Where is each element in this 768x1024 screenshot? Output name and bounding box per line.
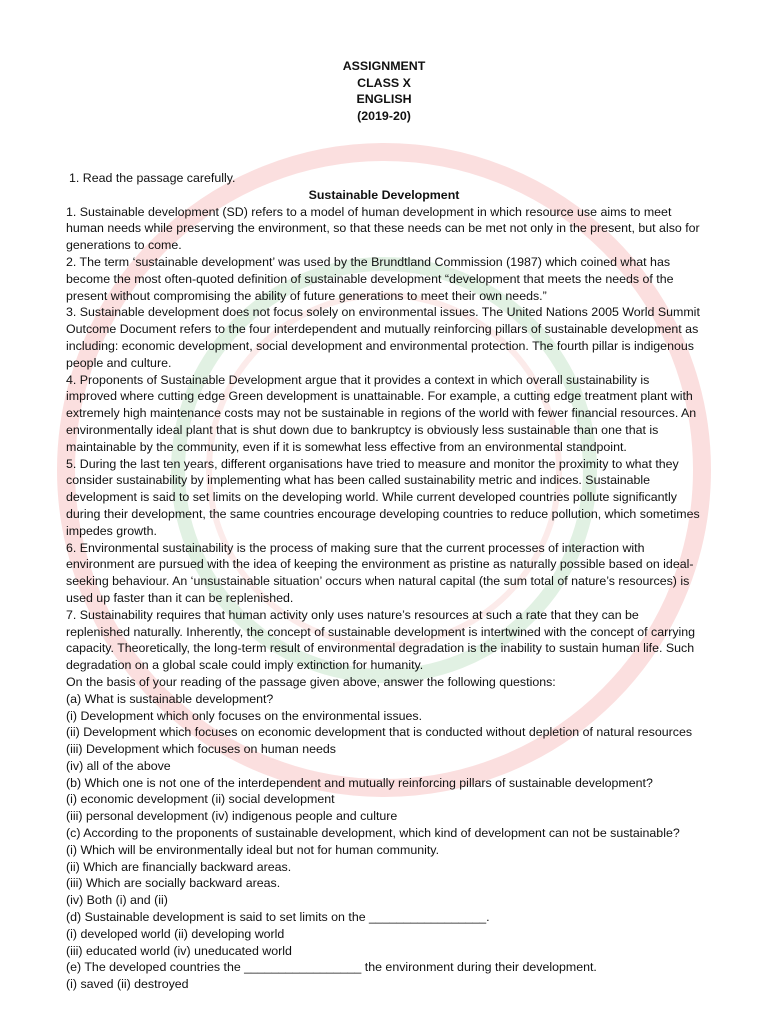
header-subject: ENGLISH — [356, 92, 412, 106]
paragraph: 1. Sustainable development (SD) refers to a model of human development in which resource use aims to meet human needs while preserving the environment, so that these needs can be met not only in the present, but also for generations to come. — [66, 204, 700, 253]
question-line: (iii) educated world (iv) uneducated world — [66, 943, 292, 958]
question-line: (i) developed world (ii) developing world — [66, 926, 285, 941]
paragraph: 5. During the last ten years, different organisations have tried to measure and monitor the proximity to what they consider sustainability by implementing what has been called sustainability metric and indices. Sustainable development is said to set limits on the developing world. While current developed countries pollute significantly during their development, the same countries encourage developing countries to reduce pollution, which sometimes impedes growth. — [66, 456, 700, 538]
questions-intro: On the basis of your reading of the passage given above, answer the following questions: — [66, 674, 556, 689]
question-line: (a) What is sustainable development? — [66, 691, 274, 706]
paragraph: 6. Environmental sustainability is the process of making sure that the current processes of interaction with environment are pursued with the idea of keeping the environment as pristine as naturally possible based on ideal-seeking behaviour. An ‘unsustainable situation’ occurs when natural capital (the sum total of nature’s resources) is used up faster than it can be replenished. — [66, 540, 694, 605]
passage-body — [66, 204, 702, 691]
question-line: (i) saved (ii) destroyed — [66, 977, 189, 992]
question-line: (e) The developed countries the _________________ the environment during their development. — [66, 960, 597, 975]
question-line: (b) Which one is not one of the interdependent and mutually reinforcing pillars of sustainable development? — [66, 775, 653, 790]
header-session: (2019-20) — [357, 108, 411, 123]
passage-title: Sustainable Development — [308, 187, 460, 202]
question-line: (i) economic development (ii) social development — [66, 792, 335, 807]
question-line: (i) Development which only focuses on the environmental issues. — [66, 708, 423, 723]
instruction-text: 1. Read the passage carefully. — [69, 171, 236, 185]
question-line: (iii) personal development (iv) indigenous people and culture — [66, 809, 398, 824]
question-line: (iii) Which are socially backward areas. — [66, 876, 281, 891]
question-line: (iv) all of the above — [66, 758, 171, 773]
question-list — [66, 691, 702, 993]
paragraph: 7. Sustainability requires that human activity only uses nature’s resources at such a rate that they can be replenished naturally. Inherently, the concept of sustainable development is intertwined with the concept of carrying capacity. Theoretically, the long-term result of environmental degradation is the inability to sustain human life. Such degradation on a global scale could imply extinction for humanity. — [66, 607, 696, 673]
question-line: (ii) Development which focuses on economic development that is conducted without depletion of natural resources — [66, 725, 693, 740]
question-line: (iii) Development which focuses on human needs — [66, 742, 336, 757]
question-line: (ii) Which are financially backward areas. — [66, 859, 292, 874]
document-page — [66, 58, 702, 993]
question-line: (d) Sustainable development is said to set limits on the _________________. — [66, 910, 490, 925]
question-line: (iv) Both (i) and (ii) — [66, 893, 168, 908]
header-class: CLASS X — [357, 75, 411, 90]
paragraph: 4. Proponents of Sustainable Development argue that it provides a context in which overall sustainability is improved where cutting edge Green development is unattainable. For example, a cutting edge treatment plant with extremely high maintenance costs may not be sustainable in regions of the world with fewer financial resources. An environmentally ideal plant that is shut down due to bankruptcy is obviously less sustainable than one that is maintainable by the community, even if it is somewhat less effective from an environmental standpoint. — [66, 372, 697, 454]
paragraph: 3. Sustainable development does not focus solely on environmental issues. The United Nations 2005 World Summit Outcome Document refers to the four interdependent and mutually reinforcing pillars of sustainable development as including: economic development, social development and environmental protection. The fourth pillar is indigenous people and culture. — [66, 305, 700, 370]
question-line: (c) According to the proponents of sustainable development, which kind of development can not be sustainable? — [66, 826, 680, 841]
question-line: (i) Which will be environmentally ideal but not for human community. — [66, 842, 440, 857]
paragraph: 2. The term ‘sustainable development’ was used by the Brundtland Commission (1987) which coined what has become the most often-quoted definition of sustainable development “development that meets the needs of the present without compromising the ability of future generations to meet their own needs.” — [66, 254, 674, 303]
header-assignment: ASSIGNMENT — [342, 59, 426, 73]
document-header — [66, 58, 702, 124]
